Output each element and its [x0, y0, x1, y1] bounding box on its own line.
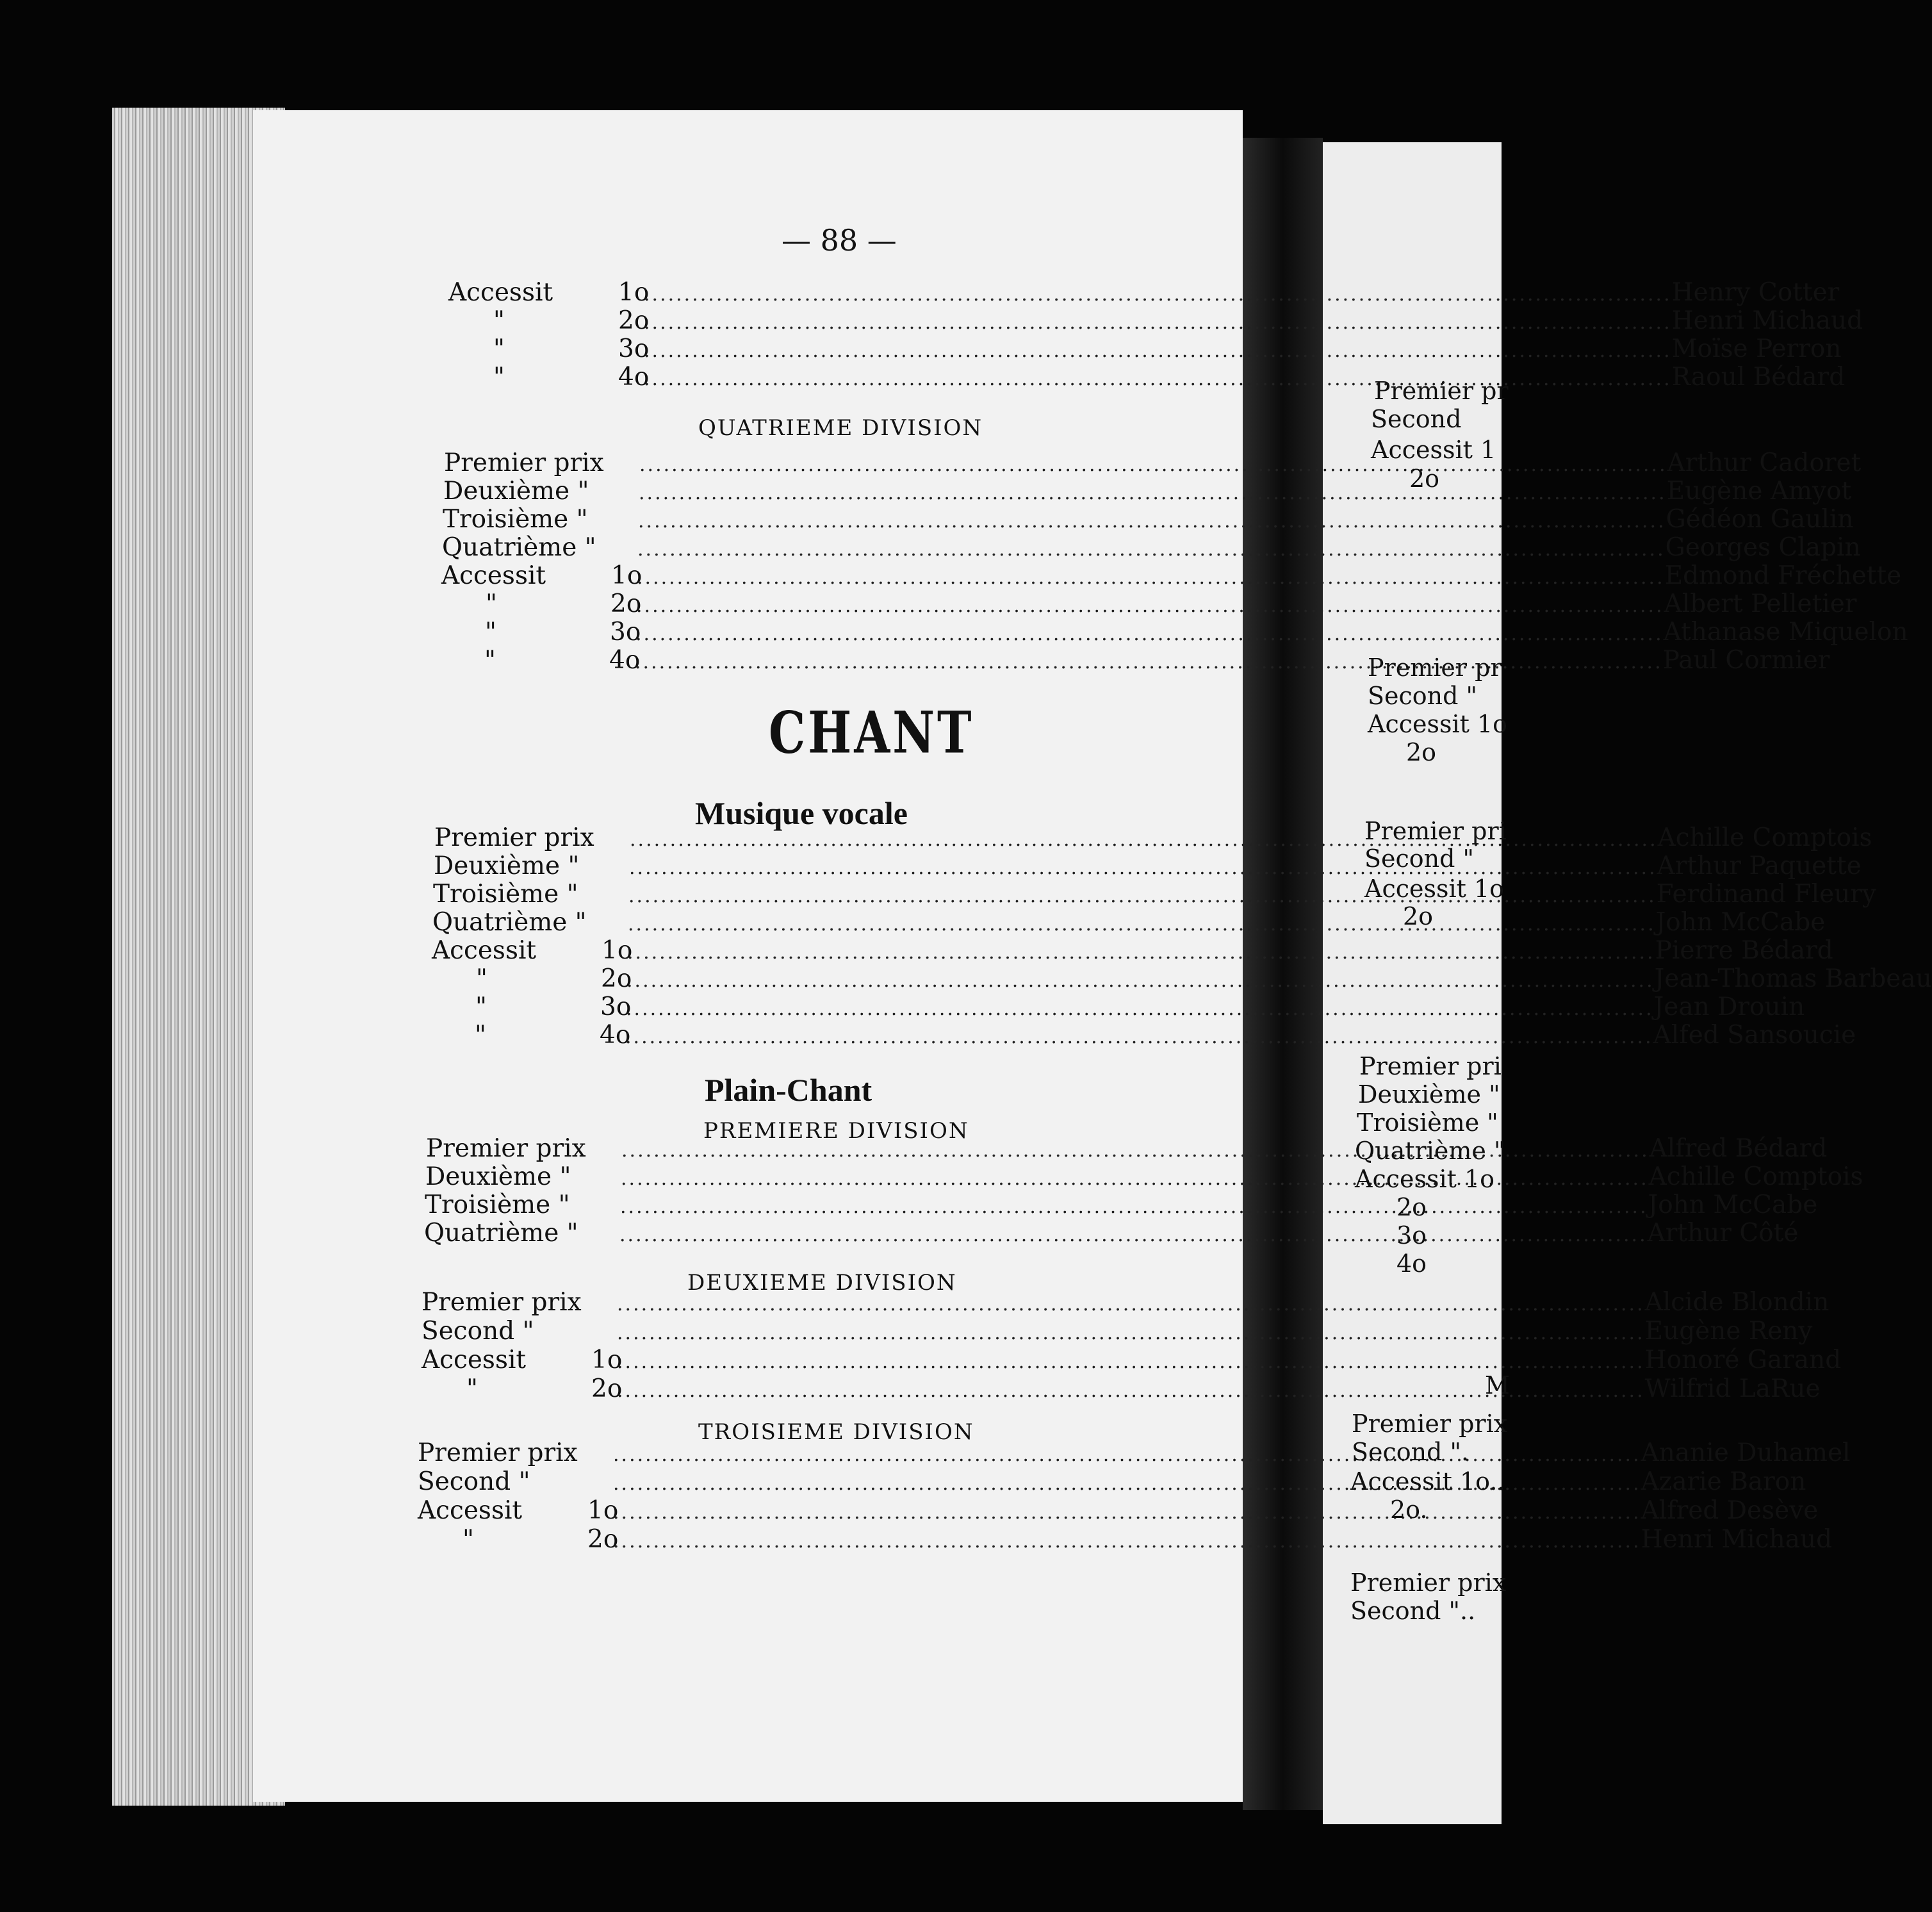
dot-leader [637, 566, 1665, 589]
prize-rank: Troisième " [425, 1191, 570, 1219]
prize-winner: Eugène Reny [1644, 1317, 1813, 1346]
dot-leader [639, 454, 1667, 476]
prize-row [448, 278, 1840, 307]
right-page-fragment: Accessit 1 [1371, 436, 1496, 464]
right-page-fragment: Second " [1368, 682, 1478, 710]
prize-winner: Alfed Sansoucie [1653, 1021, 1856, 1050]
dot-leader [627, 941, 1655, 964]
prize-winner: Paul Cormier [1662, 646, 1830, 675]
prize-rank: Premier prix [418, 1438, 578, 1467]
right-page-fragment: 3o [1396, 1221, 1427, 1249]
prize-winner: Jean-Thomas Barbeau [1654, 964, 1932, 993]
prize-rank: " [476, 964, 487, 993]
right-page-fragment: Premier pr [1368, 654, 1502, 682]
prize-winner: Albert Pelletier [1664, 589, 1857, 618]
dot-leader [639, 482, 1667, 504]
prize-winner: Azarie Baron [1641, 1467, 1806, 1496]
prize-rank: " [485, 618, 496, 647]
prize-rank: Accessit [422, 1346, 527, 1374]
prize-winner: Raoul Bédard [1671, 363, 1846, 391]
right-page-fragment: 2o [1396, 1193, 1427, 1221]
prize-winner: Henry Cotter [1671, 278, 1840, 307]
prize-rank: " [475, 1021, 486, 1050]
prize-row [448, 306, 1863, 335]
heading-deuxieme-division: DEUXIEME DIVISION [687, 1270, 957, 1296]
dot-leader [635, 651, 1663, 673]
dot-leader [628, 913, 1656, 935]
prize-winner: Georges Clapin [1665, 533, 1861, 562]
prize-rank: " [493, 363, 505, 391]
prize-number: 2o [618, 306, 650, 335]
prize-rank: Premier prix [444, 449, 604, 477]
prize-number: 1o [591, 1346, 623, 1374]
prize-number: 1o [602, 936, 633, 965]
prize-number: 2o [610, 589, 642, 618]
prize-winner: John McCabe [1648, 1191, 1818, 1219]
prize-winner: Honoré Garand [1644, 1346, 1842, 1374]
dot-leader [626, 969, 1655, 992]
prize-row [441, 561, 1902, 590]
dot-leader [620, 1196, 1648, 1218]
prize-rank: Deuxième " [443, 477, 589, 506]
right-page-fragment: 4o [1396, 1249, 1427, 1278]
right-page-fragment: Second ". [1352, 1438, 1469, 1466]
heading-musique-vocale: Musique vocale [695, 795, 908, 831]
right-page-fragment: Accessit 1o [1355, 1165, 1495, 1193]
prize-number: 3o [600, 993, 632, 1021]
prize-number: 4o [600, 1021, 631, 1050]
prize-number: 4o [618, 363, 650, 391]
prize-rank: Premier prix [426, 1134, 586, 1163]
prize-winner: Ferdinand Fleury [1656, 880, 1876, 909]
right-page-fragment: M [1485, 1371, 1510, 1399]
right-page-fragment: Premier pr [1374, 377, 1509, 405]
prize-winner: Athanase Miquelon [1663, 618, 1908, 647]
prize-number: 1o [587, 1496, 619, 1525]
page-number: — 88 — [782, 223, 897, 258]
prize-winner: Alfred Desève [1641, 1496, 1819, 1525]
prize-winner: Arthur Paquette [1657, 852, 1862, 880]
right-page-fragment: Second " [1364, 845, 1475, 873]
prize-row [432, 936, 1833, 965]
prize-rank: " [475, 993, 487, 1021]
prize-winner: Arthur Cadoret [1667, 449, 1862, 477]
dot-leader [637, 538, 1666, 561]
prize-winner: Henri Michaud [1641, 1525, 1833, 1554]
right-page-fragment: Quatrième " [1355, 1137, 1505, 1165]
prize-rank: " [466, 1374, 478, 1403]
prize-row [442, 533, 1861, 562]
right-page-fragment: Second [1371, 405, 1462, 433]
dot-leader [625, 1026, 1653, 1048]
prize-winner: Achille Comptois [1648, 1162, 1863, 1191]
prize-rank: Quatrième " [432, 908, 587, 937]
prize-row [422, 1317, 1813, 1346]
prize-row [431, 964, 1932, 993]
prize-row [430, 1021, 1856, 1050]
dot-leader [635, 623, 1664, 645]
prize-number: 1o [611, 561, 643, 590]
right-page-fragment: Deuxième " [1358, 1080, 1500, 1108]
right-page-fragment: 2o [1403, 902, 1434, 930]
dot-leader [644, 283, 1672, 306]
right-page-fragment: 2o [1409, 465, 1440, 493]
heading-plain-chant: Plain-Chant [705, 1072, 872, 1108]
dot-leader [644, 368, 1672, 390]
heading-premiere-division: PREMIERE DIVISION [703, 1118, 969, 1144]
prize-rank: " [484, 646, 496, 675]
right-page-fragment: Premier pri [1359, 1052, 1502, 1080]
prize-rank: Premier prix [422, 1288, 582, 1317]
dot-leader [644, 311, 1672, 334]
prize-winner: Gédéon Gaulin [1666, 505, 1854, 534]
prize-row [440, 618, 1908, 647]
dot-leader [617, 1293, 1645, 1315]
prize-row [448, 334, 1842, 363]
prize-rank: Accessit [441, 561, 546, 590]
dot-leader [619, 1224, 1648, 1246]
prize-row [430, 993, 1805, 1021]
prize-rank: " [486, 589, 497, 618]
dot-leader [617, 1322, 1645, 1344]
prize-winner: Henri Michaud [1671, 306, 1863, 335]
prize-rank: Second " [422, 1317, 534, 1346]
right-page-fragment: Premier prix [1350, 1569, 1507, 1597]
prize-winner: Alfred Bédard [1649, 1134, 1828, 1163]
prize-number: 3o [610, 618, 641, 647]
prize-rank: Troisième " [443, 505, 588, 534]
right-page-fragment: 2o [1406, 738, 1437, 766]
dot-leader [636, 595, 1664, 617]
prize-rank: Deuxième " [425, 1162, 571, 1191]
prize-number: 2o [591, 1374, 623, 1403]
dot-leader [613, 1444, 1641, 1466]
prize-row [418, 1525, 1833, 1554]
right-page-fragment: Troisième " [1357, 1108, 1498, 1137]
heading-quatrieme-division: QUATRIEME DIVISION [698, 415, 983, 441]
dot-leader [613, 1530, 1641, 1553]
dot-leader [613, 1501, 1641, 1524]
prize-rank: Quatrième " [442, 533, 596, 562]
right-page-fragment: Premier prix [1352, 1410, 1508, 1438]
prize-rank: Accessit [432, 936, 537, 965]
prize-number: 2o [587, 1525, 619, 1554]
heading-troisieme-division: TROISIEME DIVISION [698, 1419, 974, 1445]
prize-rank: Accessit [448, 278, 553, 307]
prize-rank: Troisième " [433, 880, 578, 909]
dot-leader [617, 1351, 1645, 1373]
prize-winner: Eugène Amyot [1666, 477, 1852, 506]
right-page-fragment: Accessit 1o [1368, 710, 1508, 738]
prize-number: 3o [618, 334, 650, 363]
prize-winner: Pierre Bédard [1655, 936, 1833, 965]
right-page-fragment: Second ".. [1350, 1597, 1476, 1625]
prize-rank: Quatrième " [424, 1219, 578, 1248]
prize-row [422, 1374, 1821, 1403]
prize-winner: John McCabe [1655, 908, 1826, 937]
prize-row [422, 1346, 1842, 1374]
prize-row [441, 589, 1857, 618]
prize-winner: Wilfrid LaRue [1644, 1374, 1821, 1403]
prize-winner: Ananie Duhamel [1641, 1438, 1851, 1467]
prize-rank: " [463, 1525, 474, 1554]
prize-rank: Premier prix [434, 823, 594, 852]
prize-number: 1o [618, 278, 650, 307]
dot-leader [644, 340, 1672, 362]
prize-number: 4o [609, 646, 641, 675]
prize-winner: Edmond Fréchette [1664, 561, 1902, 590]
prize-rank: " [493, 334, 505, 363]
dot-leader [638, 510, 1666, 532]
prize-winner: Jean Drouin [1653, 993, 1805, 1021]
prize-number: 2o [601, 964, 632, 993]
dot-leader [626, 998, 1654, 1020]
prize-rank: " [493, 306, 505, 335]
right-page-fragment: Accessit 1o [1364, 875, 1505, 903]
prize-winner: Arthur Côté [1647, 1219, 1799, 1248]
right-page-fragment: Accessit 1o.. [1350, 1467, 1505, 1496]
right-page-fragment: 2o. [1390, 1496, 1428, 1524]
prize-rank: Deuxième " [434, 852, 580, 880]
right-page-fragment: Premier pri [1364, 817, 1507, 845]
prize-row [443, 505, 1854, 534]
prize-rank: Second " [418, 1467, 530, 1496]
chant-title: CHANT [769, 698, 974, 766]
prize-rank: Accessit [418, 1496, 523, 1525]
prize-winner: Moïse Perron [1671, 334, 1842, 363]
prize-winner: Achille Comptois [1657, 823, 1872, 852]
prize-winner: Alcide Blondin [1644, 1288, 1830, 1317]
